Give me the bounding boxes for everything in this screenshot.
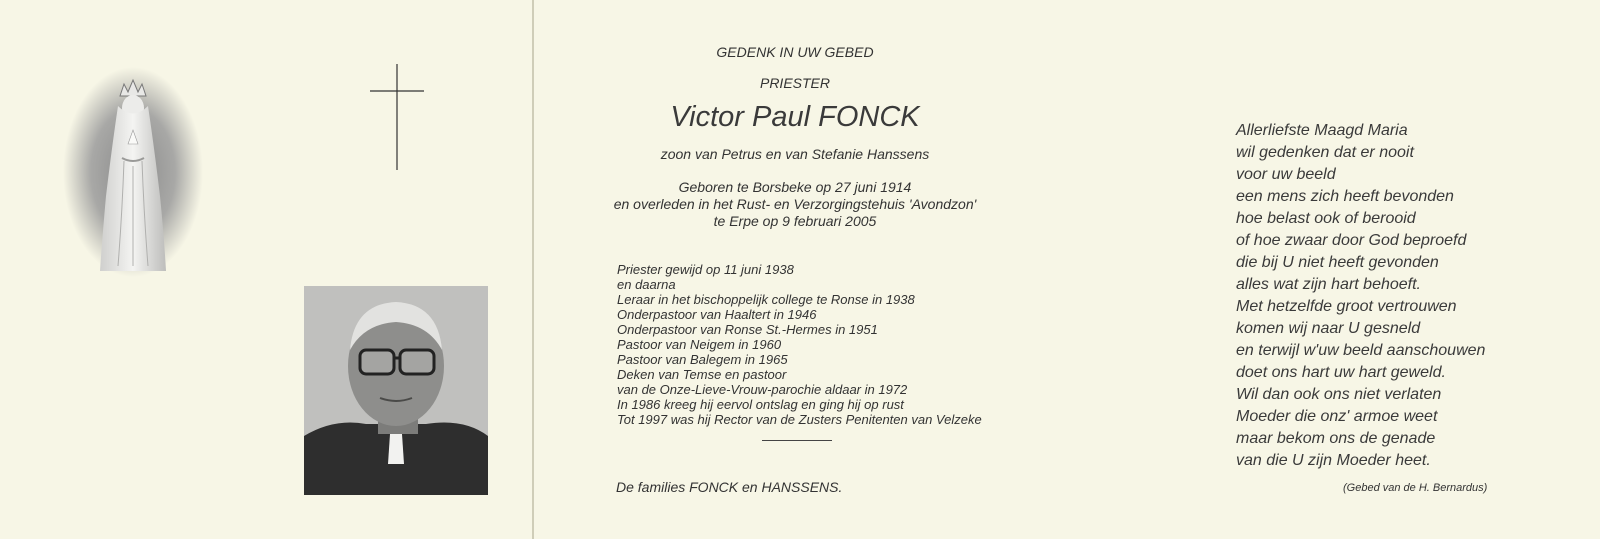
career-item: Tot 1997 was hij Rector van de Zusters Penitenten van Velzeke xyxy=(617,412,982,427)
prayer-line: van die U zijn Moeder heet. xyxy=(1236,452,1431,469)
career-item: Onderpastoor van Haaltert in 1946 xyxy=(617,307,817,322)
madonna-statue-image xyxy=(62,66,204,278)
career-list xyxy=(617,262,982,427)
birth-death-line: Geboren te Borsbeke op 27 juni 1914 xyxy=(678,179,912,195)
prayer-line: Moeder die onz' armoe weet xyxy=(1236,408,1438,425)
career-item: Pastoor van Balegem in 1965 xyxy=(617,352,788,367)
career-item: Onderpastoor van Ronse St.-Hermes in 1951 xyxy=(617,322,878,337)
prayer-line: Allerliefste Maagd Maria xyxy=(1236,122,1408,139)
prayer-line: voor uw beeld xyxy=(1236,166,1336,183)
prayer-line: Met hetzelfde groot vertrouwen xyxy=(1236,298,1457,315)
prayer-source: (Gebed van de H. Bernardus) xyxy=(1343,482,1488,494)
career-item: Leraar in het bischoppelijk college te Ronse in 1938 xyxy=(617,292,915,307)
career-item: In 1986 kreeg hij eervol ontslag en ging hij op rust xyxy=(617,397,904,412)
prayer-line: wil gedenken dat er nooit xyxy=(1236,144,1414,161)
intro-heading: GEDENK IN UW GEBED xyxy=(716,44,874,60)
prayer-line: of hoe zwaar door God beproefd xyxy=(1236,232,1467,249)
prayer-line: alles wat zijn hart behoeft. xyxy=(1236,276,1421,293)
divider-line xyxy=(762,440,832,441)
rank-heading: PRIESTER xyxy=(759,75,830,91)
cross-icon xyxy=(370,64,424,170)
deceased-name: Victor Paul FONCK xyxy=(670,101,920,133)
career-item: van de Onze-Lieve-Vrouw-parochie aldaar in 1972 xyxy=(617,382,908,397)
career-item: Pastoor van Neigem in 1960 xyxy=(617,337,782,352)
prayer-line: hoe belast ook of berooid xyxy=(1236,210,1416,227)
prayer-line: en terwijl w'uw beeld aanschouwen xyxy=(1236,342,1486,359)
career-item: en daarna xyxy=(617,277,676,292)
parents-line: zoon van Petrus en van Stefanie Hanssens xyxy=(660,146,930,162)
birth-death-line: te Erpe op 9 februari 2005 xyxy=(713,213,877,229)
prayer-line: komen wij naar U gesneld xyxy=(1236,320,1421,337)
prayer-poem xyxy=(1236,120,1485,472)
prayer-line: een mens zich heeft bevonden xyxy=(1236,188,1454,205)
prayer-line: die bij U niet heeft gevonden xyxy=(1236,254,1439,271)
career-item: Priester gewijd op 11 juni 1938 xyxy=(617,262,794,277)
prayer-line: doet ons hart uw hart geweld. xyxy=(1236,364,1446,381)
career-item: Deken van Temse en pastoor xyxy=(617,367,787,382)
birth-death-line: en overleden in het Rust- en Verzorgingstehuis 'Avondzon' xyxy=(613,196,977,212)
prayer-line: Wil dan ook ons niet verlaten xyxy=(1236,386,1442,403)
prayer-line: maar bekom ons de genade xyxy=(1236,430,1436,447)
portrait-photo xyxy=(304,286,488,495)
families-line: De families FONCK en HANSSENS. xyxy=(616,479,843,495)
